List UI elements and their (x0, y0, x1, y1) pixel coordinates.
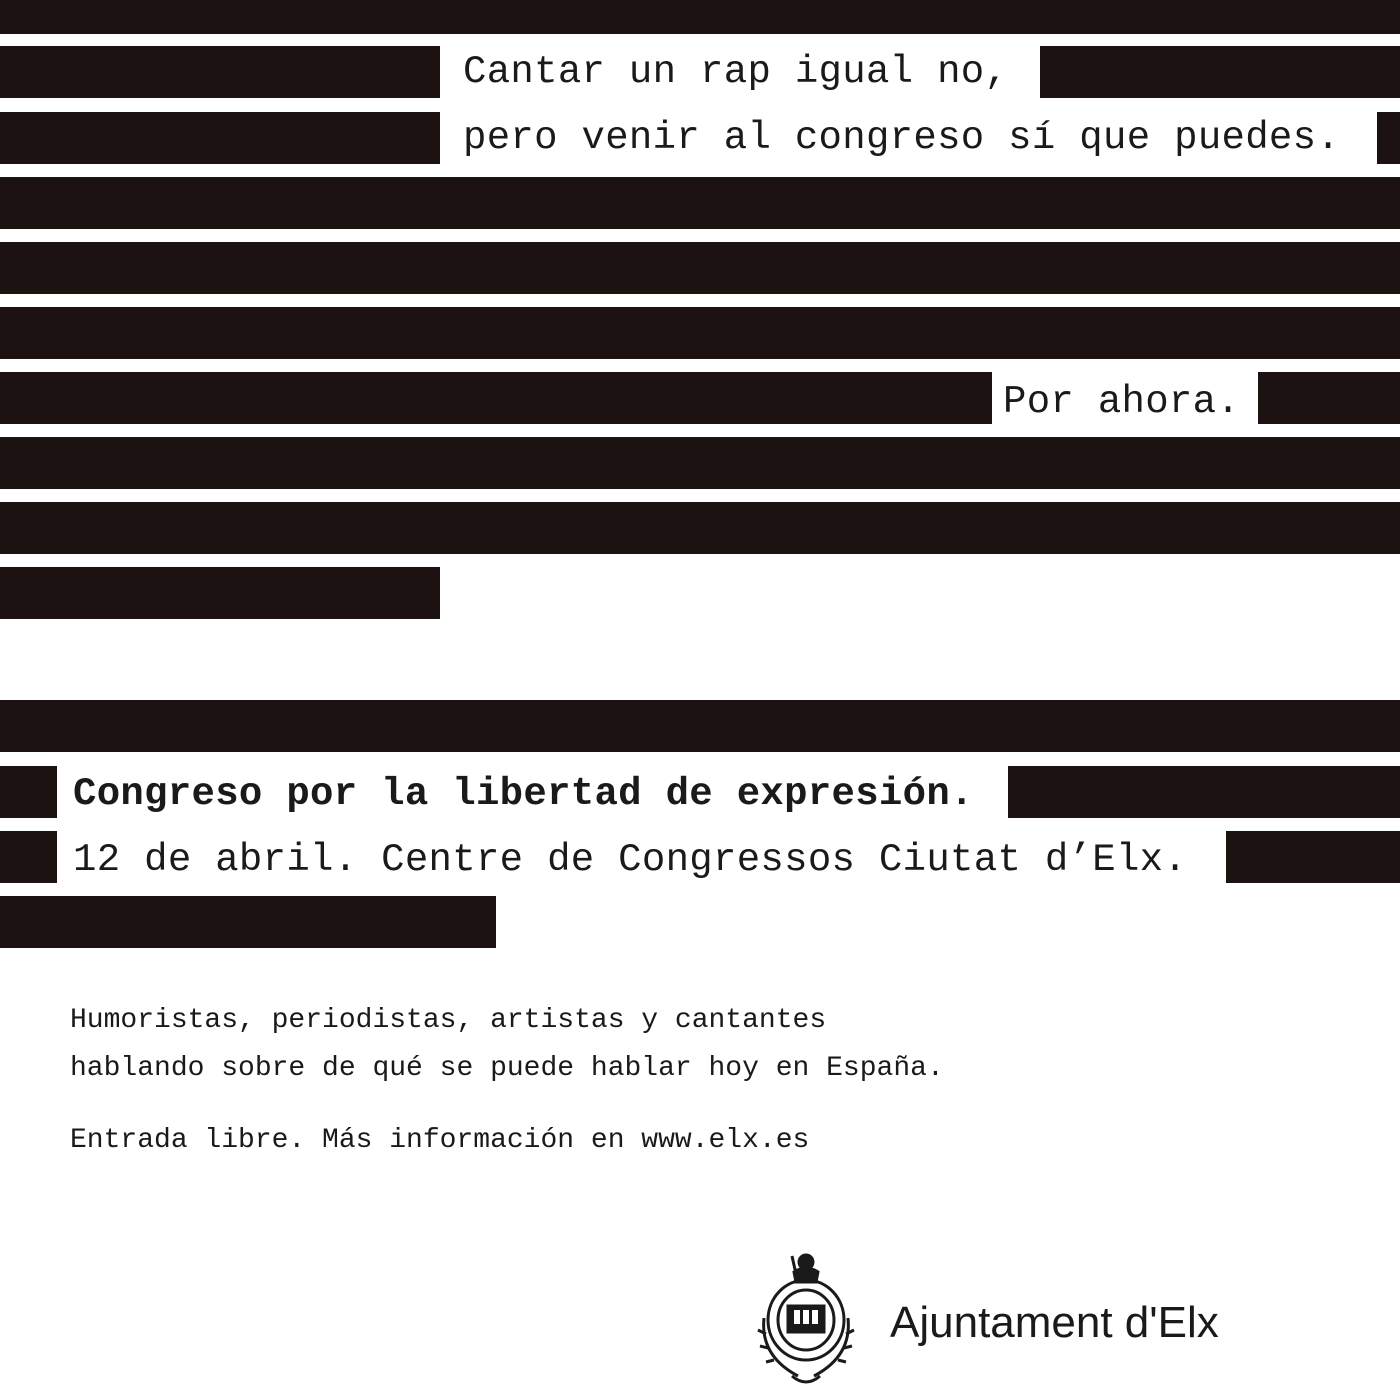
info-line: Entrada libre. Más información en www.elx.es (70, 1125, 810, 1156)
headline-line-2: pero venir al congreso sí que puedes. (463, 116, 1341, 160)
redaction-bar (0, 112, 440, 164)
event-title: Congreso por la libertad de expresión. (73, 772, 974, 816)
redaction-bar (1040, 46, 1400, 98)
redaction-bar (0, 372, 992, 424)
redaction-bar (0, 242, 1400, 294)
redaction-bar (0, 831, 57, 883)
redaction-bar (0, 46, 440, 98)
event-details: 12 de abril. Centre de Congressos Ciutat d’Elx. (73, 838, 1188, 882)
redaction-bar (0, 766, 57, 818)
headline-aside: Por ahora. (1003, 380, 1241, 424)
redaction-bar (0, 567, 440, 619)
description-line-2: hablando sobre de qué se puede hablar hoy en España. (70, 1053, 944, 1084)
redaction-bar (0, 307, 1400, 359)
redaction-bar (0, 0, 1400, 34)
redaction-bar (0, 700, 1400, 752)
redaction-bar (1377, 112, 1400, 164)
redaction-bar (0, 437, 1400, 489)
redaction-bar (1008, 766, 1400, 818)
description-line-1: Humoristas, periodistas, artistas y cantantes (70, 1005, 827, 1036)
headline-line-1: Cantar un rap igual no, (463, 50, 1009, 94)
coat-of-arms-icon (752, 1248, 860, 1390)
redaction-bar (0, 177, 1400, 229)
redaction-bar (0, 896, 496, 948)
redaction-bar (0, 502, 1400, 554)
redaction-bar (1226, 831, 1400, 883)
redaction-bar (1258, 372, 1400, 424)
logo-name: Ajuntament d'Elx (890, 1298, 1219, 1347)
